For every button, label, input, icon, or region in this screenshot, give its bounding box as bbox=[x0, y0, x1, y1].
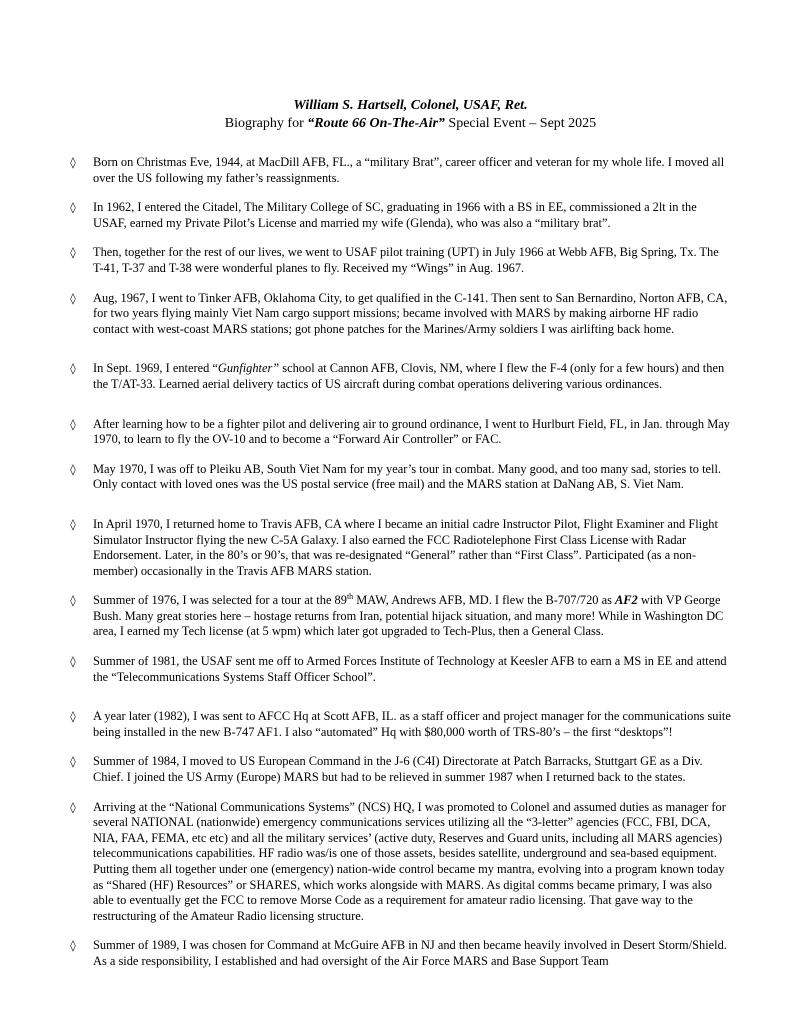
bio-entry bbox=[66, 654, 731, 685]
af2-label: AF2 bbox=[615, 593, 638, 608]
bio-entry bbox=[66, 938, 731, 969]
bio-entry-text: Born on Christmas Eve, 1944, at MacDill AFB, FL., a “military Brat”, career officer and veteran for my whole life. I moved all over the US following my father’s reassignments. bbox=[93, 155, 725, 185]
author-name: William S. Hartsell, Colonel, USAF, Ret. bbox=[293, 98, 528, 113]
subtitle-prefix: Biography for bbox=[224, 116, 308, 131]
bio-entry-text: In 1962, I entered the Citadel, The Military College of SC, graduating in 1966 with a BS in EE, commissioned a 2lt in the USAF, earned my Private Pilot’s License and married my wife (Glenda), who was also a “military brat”. bbox=[93, 200, 697, 230]
diamond-bullet-icon: ◊ bbox=[70, 517, 76, 531]
diamond-bullet-icon: ◊ bbox=[70, 939, 76, 953]
bio-entry-text: Summer of 1976, I was selected for a tour at the 89th MAW, Andrews AFB, MD. I flew the B-707/720 as AF2 with VP George Bush. Many great stories here – hostage returns from Iran, potential hijack situation, and many more! While in Washington DC area, I earned my Tech license (at 5 wpm) which later got upgraded to Tech-Plus, then a General Class. bbox=[93, 592, 724, 639]
bio-entry bbox=[66, 709, 731, 740]
ordinal-suffix: th bbox=[346, 592, 354, 602]
diamond-bullet-icon: ◊ bbox=[70, 362, 76, 376]
gunfighter-label: Gunfighter” bbox=[217, 361, 280, 376]
diamond-bullet-icon: ◊ bbox=[70, 291, 76, 305]
diamond-bullet-icon: ◊ bbox=[70, 710, 76, 724]
bio-entry bbox=[66, 593, 731, 640]
event-name: “Route 66 On-The-Air” bbox=[307, 116, 445, 131]
bio-entry bbox=[66, 417, 731, 448]
document-subtitle bbox=[90, 115, 731, 133]
bio-entry-text: Summer of 1984, I moved to US European Command in the J-6 (C4I) Directorate at Patch Barracks, Stuttgart GE as a Div. Chief. I joined the US Army (Europe) MARS but had to be relieved in summer 1987 when I returned back to the states. bbox=[93, 754, 703, 785]
bio-entry-text: Summer of 1989, I was chosen for Command at McGuire AFB in NJ and then became heavily involved in Desert Storm/Shield. As a side responsibility, I established and had oversight of the Air Force MARS and Base Support Team bbox=[93, 938, 727, 968]
biography-list bbox=[66, 155, 731, 970]
bio-entry bbox=[66, 155, 731, 186]
bio-entry bbox=[66, 291, 731, 338]
bio-entry-text: Arriving at the “National Communications Systems” (NCS) HQ, I was promoted to Colonel and assumed duties as manager for several NATIONAL (nationwide) emergency communications services utilizing all the “3-letter” agencies (FCC, FBI, DCA, NIA, FAA, FEMA, etc etc) and all the military services’ (active duty, Reserves and Guard units, including all MARS agencies) telecommunications capabilities. HF radio was/is one of those assets, besides satellite, underground and sea-based equipment. Putting them all together under one (emergency) nation-wide control became my mantra, evolving into a program known today as “Shared (HF) Resources” or SHARES, which works alongside with MARS. As digital comms became primary, I was also able to eventually get the FCC to remove Morse Code as a requirement for amateur radio licensing. That gave way to the restructuring of the Amateur Radio licensing structure. bbox=[93, 799, 726, 923]
bio-entry bbox=[66, 462, 731, 493]
bio-entry bbox=[66, 245, 731, 276]
bio-entry bbox=[66, 517, 731, 579]
diamond-bullet-icon: ◊ bbox=[70, 417, 76, 431]
bio-entry-text: Aug, 1967, I went to Tinker AFB, Oklahoma City, to get qualified in the C-141. Then sent to San Bernardino, Norton AFB, CA, for two years flying mainly Viet Nam cargo support missions; became involved with MARS by making airborne HF radio contact with west-coast MARS stations; got phone patches for the Marines/Army soldiers I was airlifting back home. bbox=[93, 290, 728, 336]
bio-entry-text: In Sept. 1969, I entered “Gunfighter” school at Cannon AFB, Clovis, NM, where I flew the F-4 (only for a few hours) and then the T/AT-33. Learned aerial delivery tactics of US aircraft during combat operations delivering various ordinances. bbox=[93, 361, 725, 391]
bio-entry-text: May 1970, I was off to Pleiku AB, South Viet Nam for my year’s tour in combat. Many good, and too many sad, stories to tell. Only contact with loved ones was the US postal service (free mail) and the MARS station at DaNang AB, S. Viet Nam. bbox=[93, 461, 722, 492]
diamond-bullet-icon: ◊ bbox=[70, 201, 76, 215]
bio-entry bbox=[66, 800, 731, 925]
diamond-bullet-icon: ◊ bbox=[70, 594, 76, 608]
diamond-bullet-icon: ◊ bbox=[70, 755, 76, 769]
diamond-bullet-icon: ◊ bbox=[70, 246, 76, 260]
subtitle-suffix: Special Event – Sept 2025 bbox=[444, 116, 597, 131]
document-header bbox=[66, 97, 731, 133]
bio-entry-text: Then, together for the rest of our lives, we went to USAF pilot training (UPT) in July 1966 at Webb AFB, Big Spring, Tx. The T-41, T-37 and T-38 were wonderful planes to fly. Received my “Wings” in Aug. 1967. bbox=[93, 245, 719, 275]
bio-entry bbox=[66, 754, 731, 785]
diamond-bullet-icon: ◊ bbox=[70, 462, 76, 476]
bio-entry bbox=[66, 200, 731, 231]
bio-entry-text: Summer of 1981, the USAF sent me off to Armed Forces Institute of Technology at Keesler AFB to earn a MS in EE and attend the “Telecommunications Systems Staff Officer School”. bbox=[93, 654, 727, 684]
diamond-bullet-icon: ◊ bbox=[70, 800, 76, 814]
bio-entry-text: After learning how to be a fighter pilot and delivering air to ground ordinance, I went to Hurlburt Field, FL, in Jan. through May 1970, to learn to fly the OV-10 and to become a “Forward Air Controller” or FAC. bbox=[93, 416, 730, 447]
bio-entry bbox=[66, 361, 731, 392]
bio-entry-text: In April 1970, I returned home to Travis AFB, CA where I became an initial cadre Instructor Pilot, Flight Examiner and Flight Simulator Instructor flying the new C-5A Galaxy. I also earned the FCC Radiotelephone First Class License with Radar Endorsement. Later, in the 80’s or 90’s, that was re-designated “General” rather than “First Class”. Participated (as a non-member) occasionally in the Travis AFB MARS station. bbox=[93, 516, 718, 578]
diamond-bullet-icon: ◊ bbox=[70, 655, 76, 669]
bio-entry-text: A year later (1982), I was sent to AFCC Hq at Scott AFB, IL. as a staff officer and project manager for the communications suite being installed in the new B-747 AF1. I also “automated” Hq with $80,000 worth of TRS-80’s – the first “desktops”! bbox=[93, 709, 731, 739]
diamond-bullet-icon: ◊ bbox=[70, 156, 76, 169]
